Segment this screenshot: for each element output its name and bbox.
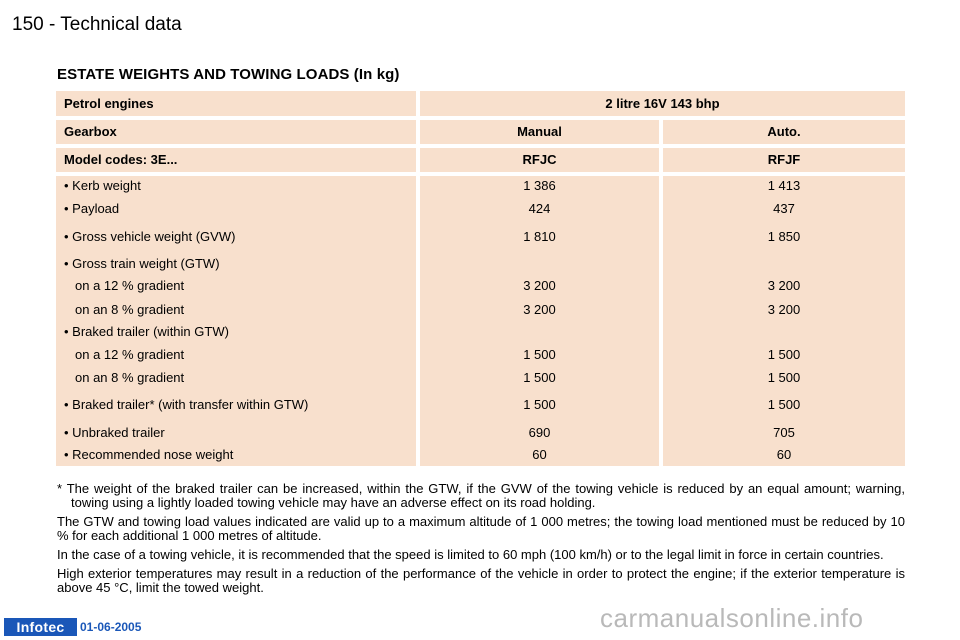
engine-value-cell: [420, 91, 905, 116]
model-manual: RFJC: [522, 152, 557, 167]
row-manual-value: 3 200: [523, 278, 556, 293]
row-manual-value: 1 500: [523, 397, 556, 412]
row-auto-value: 1 413: [767, 178, 801, 193]
row-label: • Braked trailer (within GTW): [64, 324, 229, 339]
row-auto-value: 3 200: [767, 302, 801, 317]
note-altitude: The GTW and towing load values indicated are valid up to a maximum altitude of 1 000 metres; the towing load mentioned must be reduced by 10 % for each additional 1 000 metres of altitude.: [57, 514, 905, 543]
model-auto-cell: [663, 148, 905, 172]
row-label: • Unbraked trailer: [64, 425, 165, 440]
model-label-cell: [56, 148, 416, 172]
row-manual-value: 1 386: [523, 178, 556, 193]
row-manual-value: 424: [528, 201, 551, 216]
gearbox-label-cell: [56, 120, 416, 144]
gearbox-label: Gearbox: [64, 124, 117, 139]
row-manual-value: 3 200: [523, 302, 556, 317]
watermark: carmanualsonline.info: [600, 603, 864, 633]
row-label: on an 8 % gradient: [75, 370, 185, 385]
page-heading: Technical data: [60, 14, 182, 35]
row-auto-value: 3 200: [767, 278, 801, 293]
gearbox-auto-cell: [663, 120, 905, 144]
engine-label-cell: [56, 91, 416, 116]
note-speed: In the case of a towing vehicle, it is recommended that the speed is limited to 60 mph (100 km/h) or to the legal limit in force in certain countries.: [57, 547, 884, 562]
model-label: Model codes: 3E...: [64, 152, 178, 167]
row-manual-value: 690: [528, 425, 551, 440]
row-auto-value: 60: [776, 447, 792, 462]
header-separator: -: [48, 14, 61, 35]
note-temperature: High exterior temperatures may result in a reduction of the performance of the vehicle in order to protect the engine; if the exterior temperature is above 45 °C, limit the towed weight.: [57, 566, 905, 595]
row-label: • Gross vehicle weight (GVW): [64, 229, 236, 244]
row-auto-value: 1 500: [767, 370, 801, 385]
row-auto-value: 1 500: [767, 347, 801, 362]
row-auto-value: 1 850: [767, 229, 801, 244]
row-label: on an 8 % gradient: [75, 302, 185, 317]
infotec-logo: Infotec: [4, 618, 77, 636]
section-title: ESTATE WEIGHTS AND TOWING LOADS (In kg): [57, 66, 400, 83]
notes: [57, 482, 905, 600]
engine-label: Petrol engines: [64, 96, 154, 111]
footer-date: 01-06-2005: [80, 620, 142, 634]
gearbox-manual-cell: [420, 120, 659, 144]
row-label: on a 12 % gradient: [75, 347, 185, 362]
model-manual-cell: [420, 148, 659, 172]
footnote: * The weight of the braked trailer can be increased, within the GTW, if the GVW of the towing vehicle is reduced by an equal amount; warning, towing using a lightly loaded towing vehicle may have an adverse effect on its road holding.: [57, 481, 905, 510]
row-label: • Recommended nose weight: [64, 447, 234, 462]
row-label: on a 12 % gradient: [75, 278, 185, 293]
row-label: • Braked trailer* (with transfer within GTW): [64, 397, 309, 412]
row-auto-value: 1 500: [767, 397, 801, 412]
row-manual-value: 1 500: [523, 370, 556, 385]
row-label: • Kerb weight: [64, 178, 141, 193]
engine-value: 2 litre 16V 143 bhp: [605, 96, 720, 111]
row-manual-value: 1 500: [523, 347, 556, 362]
row-auto-value: 437: [773, 201, 795, 216]
page-header: [12, 14, 182, 36]
row-manual-value: 60: [532, 447, 547, 462]
row-label: • Gross train weight (GTW): [64, 256, 220, 271]
row-auto-value: 705: [773, 425, 795, 440]
row-label: • Payload: [64, 201, 120, 216]
page-number: 150: [12, 14, 44, 35]
body-label-column: [56, 176, 416, 466]
gearbox-auto: Auto.: [767, 124, 801, 139]
model-auto: RFJF: [767, 152, 801, 167]
gearbox-manual: Manual: [517, 124, 562, 139]
row-manual-value: 1 810: [523, 229, 556, 244]
body-auto-column: [663, 176, 905, 466]
body-manual-column: [420, 176, 659, 466]
